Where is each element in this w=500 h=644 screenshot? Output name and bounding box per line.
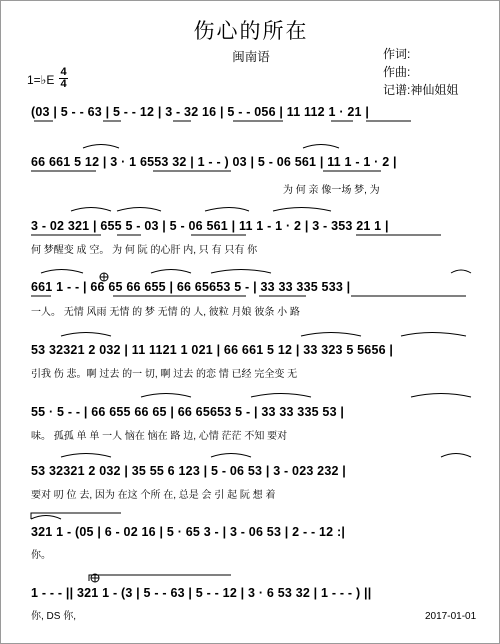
notation-line-3: 3 - 02 321 | 655 5 - 03 | 5 - 06 561 | 11 1 - 1 · 2 | 3 - 353 21 1 | [31, 219, 389, 233]
lyrics-line-7: 要对 叨 位 去, 因为 在这 个所 在, 总是 会 引 起 阮 想 着 [31, 490, 276, 501]
notation-line-5: 53 32321 2 032 | 11 1121 1 021 | 66 661 5 12 | 33 323 5 5656 | [31, 343, 394, 357]
time-signature-top: 4 [60, 66, 67, 78]
composer-credit: 作曲: [383, 65, 411, 79]
notation-line-2: 66 661 5 12 | 3 · 1 6553 32 | 1 - - ) 03 | 5 - 06 561 | 11 1 - 1 · 2 | [31, 155, 397, 169]
notation-line-6: 55 · 5 - - | 66 655 66 65 | 66 65653 5 - | 33 33 335 53 | [31, 405, 345, 419]
notation-line-8: 321 1 - (05 | 6 - 02 16 | 5 · 65 3 - | 3 - 06 53 | 2 - - 12 :| [31, 525, 346, 539]
key-signature: 1=♭E [27, 73, 55, 87]
notation-line-9: 1 - - - || 321 1 - (3 | 5 - - 63 | 5 - - 12 | 3 · 6 53 32 | 1 - - - ) || [31, 586, 372, 600]
time-signature-bottom: 4 [60, 78, 67, 90]
lyrics-line-3: 何 梦醒变 成 空。 为 何 阮 的心肝 内, 只 有 只有 你 [31, 245, 258, 256]
lyrics-line-2: 为 何 亲 像一场 梦, 为 [283, 185, 380, 196]
notation-line-7: 53 32321 2 032 | 35 55 6 123 | 5 - 06 53 | 3 - 023 232 | [31, 464, 347, 478]
lyricist-credit: 作词: [383, 47, 411, 61]
notation-marks [1, 1, 499, 643]
lyrics-line-5: 引我 伤 悲。啊 过去 的一 切, 啊 过去 的恋 情 已经 完全变 无 [31, 369, 298, 380]
notation-line-1: (03 | 5 - - 63 | 5 - - 12 | 3 - 32 16 | 5 - - 056 | 11 112 1 · 21 | [31, 105, 370, 119]
transcription-date: 2017-01-01 [425, 611, 477, 622]
lyrics-line-8: 你。 [31, 550, 51, 561]
lyrics-line-4: 一人。 无情 风雨 无情 的 梦 无情 的 人, 彼粒 月娘 彼条 小 路 [31, 307, 300, 318]
lyrics-line-9: 你, DS 你, [31, 611, 77, 622]
notation-line-4: 661 1 - - | 66 65 66 655 | 66 65653 5 - | 33 33 335 533 | [31, 280, 351, 294]
song-title: 伤心的所在 [193, 20, 309, 43]
song-subtitle: 闽南语 [232, 50, 270, 64]
transcriber-credit: 记谱:神仙姐姐 [383, 83, 459, 97]
lyrics-line-6: 味。 孤孤 单 单 一人 恼在 恼在 路 边, 心情 茫茫 不知 要对 [31, 431, 288, 442]
